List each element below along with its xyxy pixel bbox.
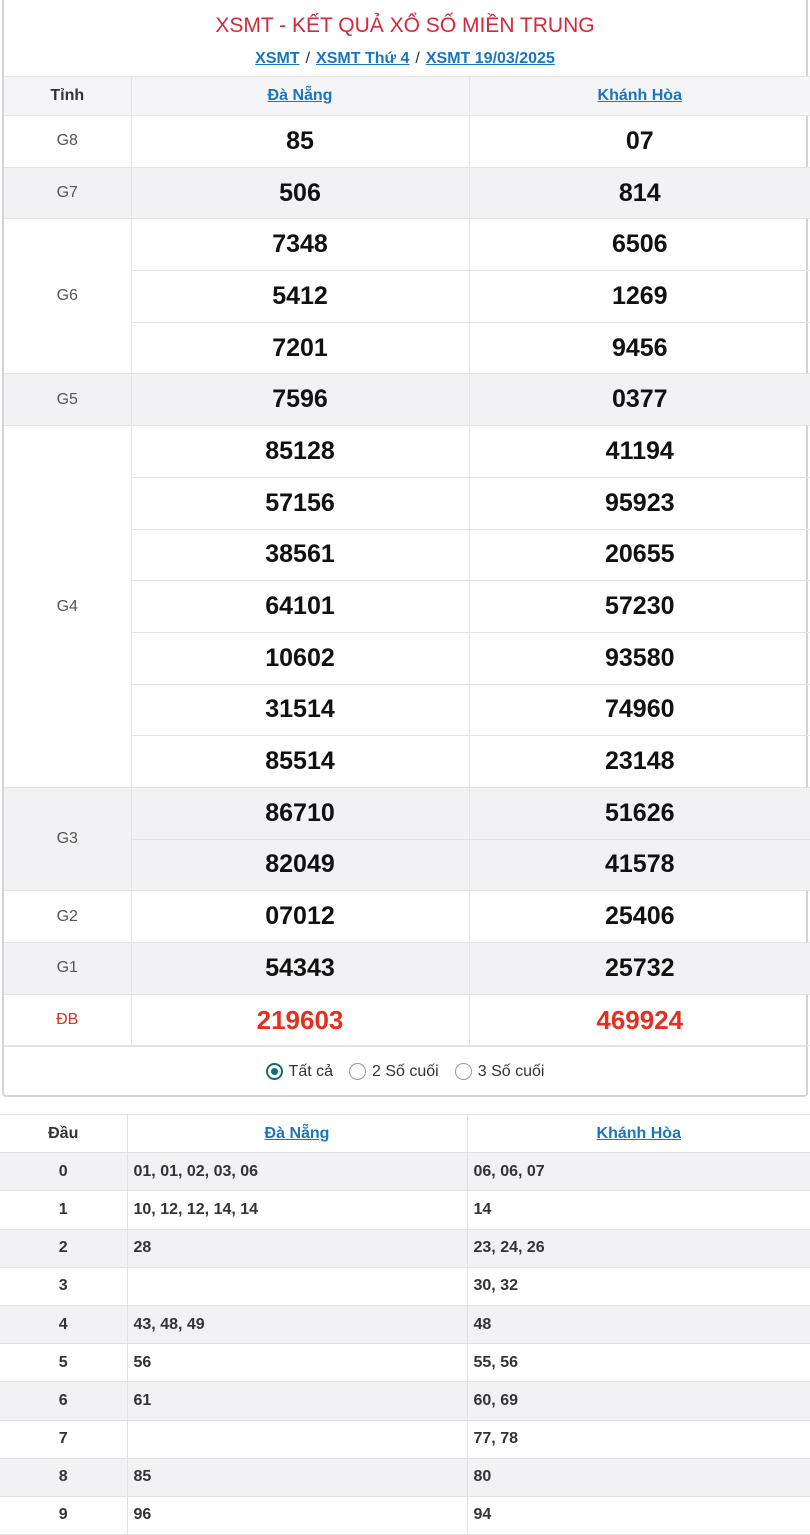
prize-label: G1 [4,943,131,995]
prize-number-khanh-hoa: 9456 [469,322,810,374]
results-card [2,0,808,1097]
prize-number-khanh-hoa: 25732 [469,943,810,995]
prize-number-da-nang: 54343 [131,943,469,995]
head-digit: 7 [0,1420,127,1458]
prize-number-da-nang: 85128 [131,426,469,478]
prize-number-da-nang: 82049 [131,839,469,891]
prize-number-khanh-hoa: 469924 [469,994,810,1046]
tail-values-khanh-hoa: 06, 06, 07 [467,1153,810,1191]
prize-number-da-nang: 64101 [131,581,469,633]
prize-number-khanh-hoa: 0377 [469,374,810,426]
head-tail-row [0,1458,810,1496]
tail-values-khanh-hoa: 30, 32 [467,1267,810,1305]
prize-row [4,219,810,271]
prize-number-da-nang: 31514 [131,684,469,736]
results-header-row [4,77,810,116]
filter-all-label: Tất cả [288,1062,334,1080]
tail-values-khanh-hoa: 48 [467,1305,810,1343]
prize-label: G5 [4,374,131,426]
prize-number-khanh-hoa: 57230 [469,581,810,633]
prize-number-khanh-hoa: 6506 [469,219,810,271]
prize-row [4,167,810,219]
tail-values-da-nang: 10, 12, 12, 14, 14 [127,1191,467,1229]
page-title: XSMT - KẾT QUẢ XỔ SỐ MIỀN TRUNG [215,14,595,37]
prize-number-khanh-hoa: 814 [469,167,810,219]
prize-row [4,943,810,995]
head-digit: 8 [0,1458,127,1496]
column-header-head: Đầu [0,1115,127,1153]
tail-values-da-nang: 96 [127,1496,467,1534]
radio-unchecked-icon[interactable] [349,1063,366,1080]
prize-label: G4 [4,426,131,788]
prize-number-khanh-hoa: 95923 [469,477,810,529]
prize-number-da-nang: 85514 [131,736,469,788]
prize-number-da-nang: 7201 [131,322,469,374]
head-digit: 6 [0,1382,127,1420]
head-digit: 5 [0,1344,127,1382]
prize-number-khanh-hoa: 93580 [469,632,810,684]
tail-values-da-nang: 43, 48, 49 [127,1305,467,1343]
tail-values-da-nang [127,1420,467,1458]
filter-last-3-label: 3 Số cuối [477,1062,545,1080]
prize-label: G3 [4,787,131,890]
prize-number-da-nang: 38561 [131,529,469,581]
head-tail-row [0,1267,810,1305]
prize-row [4,116,810,168]
prize-number-khanh-hoa: 1269 [469,271,810,323]
tail-values-khanh-hoa: 14 [467,1191,810,1229]
prize-number-khanh-hoa: 20655 [469,529,810,581]
prize-number-khanh-hoa: 25406 [469,891,810,943]
filter-last-2[interactable] [349,1063,439,1081]
radio-unchecked-icon[interactable] [455,1063,472,1080]
tail-values-da-nang: 56 [127,1344,467,1382]
head-tail-table [0,1114,810,1535]
tail-values-da-nang [127,1267,467,1305]
tail-values-khanh-hoa: 94 [467,1496,810,1534]
prize-row [4,994,810,1046]
province-link-da-nang[interactable]: Đà Nẵng [267,87,333,104]
results-table [4,76,810,1046]
prize-row [4,426,810,478]
tail-values-khanh-hoa: 80 [467,1458,810,1496]
head-digit: 9 [0,1496,127,1534]
prize-number-da-nang: 7348 [131,219,469,271]
tail-values-da-nang: 01, 01, 02, 03, 06 [127,1153,467,1191]
prize-number-da-nang: 86710 [131,787,469,839]
filter-last-3[interactable] [455,1063,545,1081]
prize-number-da-nang: 7596 [131,374,469,426]
tail-values-khanh-hoa: 77, 78 [467,1420,810,1458]
tail-values-khanh-hoa: 60, 69 [467,1382,810,1420]
head-tail-row [0,1191,810,1229]
prize-label: G8 [4,116,131,168]
prize-row [4,374,810,426]
prize-number-da-nang: 506 [131,167,469,219]
prize-number-khanh-hoa: 23148 [469,736,810,788]
head-digit: 3 [0,1267,127,1305]
head-tail-link-da-nang[interactable]: Đà Nẵng [264,1124,330,1142]
head-tail-link-khanh-hoa[interactable]: Khánh Hòa [596,1124,681,1142]
breadcrumb-xsmt[interactable]: XSMT [255,50,300,67]
breadcrumb-xsmt-date[interactable]: XSMT 19/03/2025 [425,50,555,67]
prize-number-da-nang: 07012 [131,891,469,943]
prize-number-khanh-hoa: 41578 [469,839,810,891]
head-digit: 1 [0,1191,127,1229]
head-tail-row [0,1344,810,1382]
tail-values-da-nang: 85 [127,1458,467,1496]
breadcrumb-separator: / [305,50,311,67]
head-tail-row [0,1229,810,1267]
tail-values-da-nang: 28 [127,1229,467,1267]
prize-number-da-nang: 219603 [131,994,469,1046]
prize-label: G6 [4,219,131,374]
tail-values-khanh-hoa: 23, 24, 26 [467,1229,810,1267]
tail-values-da-nang: 61 [127,1382,467,1420]
prize-number-da-nang: 57156 [131,477,469,529]
breadcrumb-xsmt-thu-4[interactable]: XSMT Thứ 4 [316,50,410,67]
breadcrumb-separator: / [415,50,420,67]
head-tail-row [0,1305,810,1343]
prize-label: ĐB [4,994,131,1046]
head-tail-header-row [0,1115,810,1153]
breadcrumb [4,48,806,76]
prize-number-khanh-hoa: 51626 [469,787,810,839]
head-tail-row [0,1496,810,1534]
province-link-khanh-hoa[interactable]: Khánh Hòa [597,87,682,104]
prize-number-khanh-hoa: 07 [469,116,810,168]
head-digit: 2 [0,1229,127,1267]
prize-row [4,787,810,839]
prize-number-khanh-hoa: 41194 [469,426,810,478]
prize-number-da-nang: 10602 [131,632,469,684]
head-tail-row [0,1382,810,1420]
column-header-province: Tỉnh [4,77,131,116]
head-tail-row [0,1420,810,1458]
digit-filter [4,1046,806,1096]
prize-label: G2 [4,891,131,943]
head-tail-row [0,1153,810,1191]
results-body [4,116,810,1046]
head-digit: 4 [0,1305,127,1343]
prize-number-khanh-hoa: 74960 [469,684,810,736]
prize-number-da-nang: 5412 [131,271,469,323]
head-digit: 0 [0,1153,127,1191]
radio-checked-icon[interactable] [266,1063,283,1080]
filter-last-2-label: 2 Số cuối [372,1062,439,1080]
prize-row [4,891,810,943]
tail-values-khanh-hoa: 55, 56 [467,1344,810,1382]
filter-all[interactable] [266,1063,333,1081]
prize-number-da-nang: 85 [131,116,469,168]
prize-label: G7 [4,167,131,219]
head-tail-body [0,1153,810,1535]
